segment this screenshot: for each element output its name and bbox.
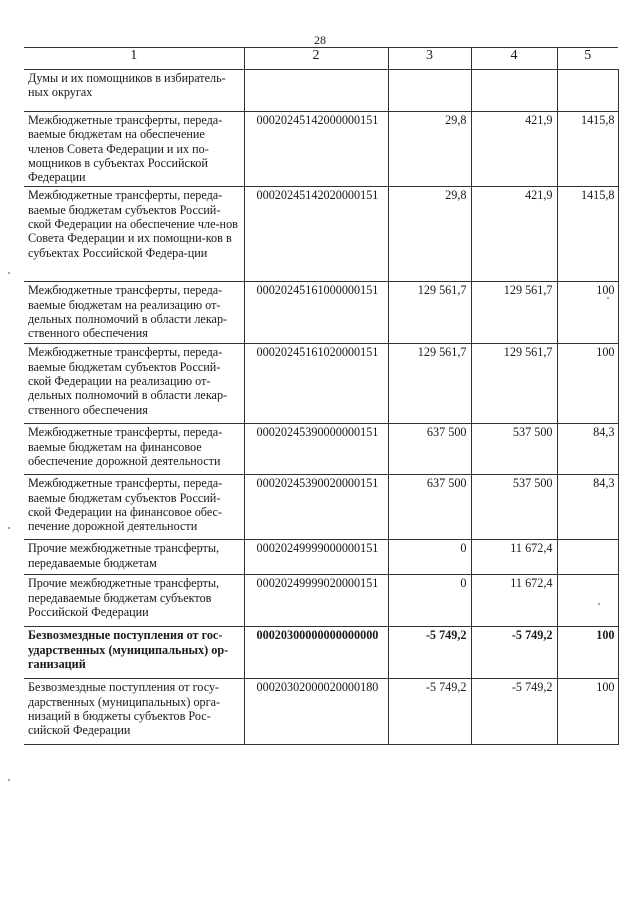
row-code: 00020245390000000151	[244, 424, 388, 475]
row-code: 00020249999020000151	[244, 575, 388, 627]
table-row	[24, 112, 618, 187]
row-value-4	[471, 70, 557, 112]
row-value-4: 11 672,4	[471, 575, 557, 627]
page-number: 28	[314, 33, 326, 47]
row-value-3: 29,8	[388, 187, 471, 282]
row-value-3: 129 561,7	[388, 344, 471, 424]
row-value-5: 84,3	[557, 475, 618, 540]
header-col-2: 2	[244, 48, 388, 70]
row-value-3: -5 749,2	[388, 679, 471, 745]
row-value-3: 129 561,7	[388, 282, 471, 344]
row-name: Думы и их помощников в избиратель-ных округах	[24, 70, 244, 112]
table-row	[24, 679, 618, 745]
row-code: 00020302000020000180	[244, 679, 388, 745]
row-value-5: 84,3	[557, 424, 618, 475]
row-value-5: 100	[557, 627, 618, 679]
table-row	[24, 475, 618, 540]
row-value-5: 100	[557, 344, 618, 424]
scan-speck	[598, 603, 600, 605]
row-code: 00020245161020000151	[244, 344, 388, 424]
row-value-3: 637 500	[388, 424, 471, 475]
row-value-5: 1415,8	[557, 187, 618, 282]
row-value-5: 100	[557, 282, 618, 344]
row-code: 00020245390020000151	[244, 475, 388, 540]
header-col-1: 1	[24, 48, 244, 70]
table-row	[24, 70, 618, 112]
row-value-3: -5 749,2	[388, 627, 471, 679]
row-name: Межбюджетные трансферты, переда-ваемые бюджетам субъектов Россий-ской Федерации на финансовое обес-печение дорожной деятельности	[24, 475, 244, 540]
row-value-4: 421,9	[471, 112, 557, 187]
table-row	[24, 424, 618, 475]
scan-speck	[8, 527, 10, 529]
row-name: Безвозмездные поступления от гос-ударственных (муниципальных) ор-ганизаций	[24, 627, 244, 679]
row-value-4: -5 749,2	[471, 679, 557, 745]
row-value-3: 637 500	[388, 475, 471, 540]
row-name: Межбюджетные трансферты, переда-ваемые бюджетам на финансовое обеспечение дорожной деятельности	[24, 424, 244, 475]
table-row	[24, 627, 618, 679]
header-col-3: 3	[388, 48, 471, 70]
scan-speck	[8, 779, 10, 781]
table-row	[24, 540, 618, 575]
row-value-3: 0	[388, 575, 471, 627]
row-code: 00020245142000000151	[244, 112, 388, 187]
row-value-5: 100	[557, 679, 618, 745]
row-value-4: 11 672,4	[471, 540, 557, 575]
row-name: Безвозмездные поступления от госу-дарственных (муниципальных) орга-низаций в бюджеты субъектов Рос-сийской Федерации	[24, 679, 244, 745]
row-name: Межбюджетные трансферты, переда-ваемые бюджетам субъектов Россий-ской Федерации на обеспечение чле-нов Совета Федерации и их помощни-ков в субъектах Российской Федера-ции	[24, 187, 244, 282]
row-name: Межбюджетные трансферты, переда-ваемые бюджетам на реализацию от-дельных полномочий в области лекар-ственного обеспечения	[24, 282, 244, 344]
row-value-5	[557, 540, 618, 575]
row-name: Прочие межбюджетные трансферты, передаваемые бюджетам субъектов Российской Федерации	[24, 575, 244, 627]
row-code: 00020245142020000151	[244, 187, 388, 282]
row-value-5: 1415,8	[557, 112, 618, 187]
row-value-4: 537 500	[471, 424, 557, 475]
row-value-4: -5 749,2	[471, 627, 557, 679]
row-name: Межбюджетные трансферты, переда-ваемые бюджетам субъектов Россий-ской Федерации на реализацию от-дельных полномочий в области лекар-ственного обеспечения	[24, 344, 244, 424]
row-value-4: 129 561,7	[471, 282, 557, 344]
row-value-4: 537 500	[471, 475, 557, 540]
row-code: 00020245161000000151	[244, 282, 388, 344]
row-value-3: 29,8	[388, 112, 471, 187]
row-value-5	[557, 70, 618, 112]
scan-speck	[8, 272, 10, 274]
row-code: 00020300000000000000	[244, 627, 388, 679]
row-value-4: 421,9	[471, 187, 557, 282]
table-row	[24, 187, 618, 282]
row-value-3	[388, 70, 471, 112]
row-name: Прочие межбюджетные трансферты, передаваемые бюджетам	[24, 540, 244, 575]
header-row	[24, 48, 618, 70]
budget-table	[24, 47, 619, 745]
row-code	[244, 70, 388, 112]
header-col-4: 4	[471, 48, 557, 70]
table-row	[24, 575, 618, 627]
row-value-5	[557, 575, 618, 627]
table-row	[24, 344, 618, 424]
scan-speck	[607, 297, 609, 299]
row-code: 00020249999000000151	[244, 540, 388, 575]
header-col-5: 5	[557, 48, 618, 70]
table-row	[24, 282, 618, 344]
row-value-3: 0	[388, 540, 471, 575]
row-name: Межбюджетные трансферты, переда-ваемые бюджетам на обеспечение членов Совета Федерации и их по-мощников в субъектах Российской Федерации	[24, 112, 244, 187]
row-value-4: 129 561,7	[471, 344, 557, 424]
